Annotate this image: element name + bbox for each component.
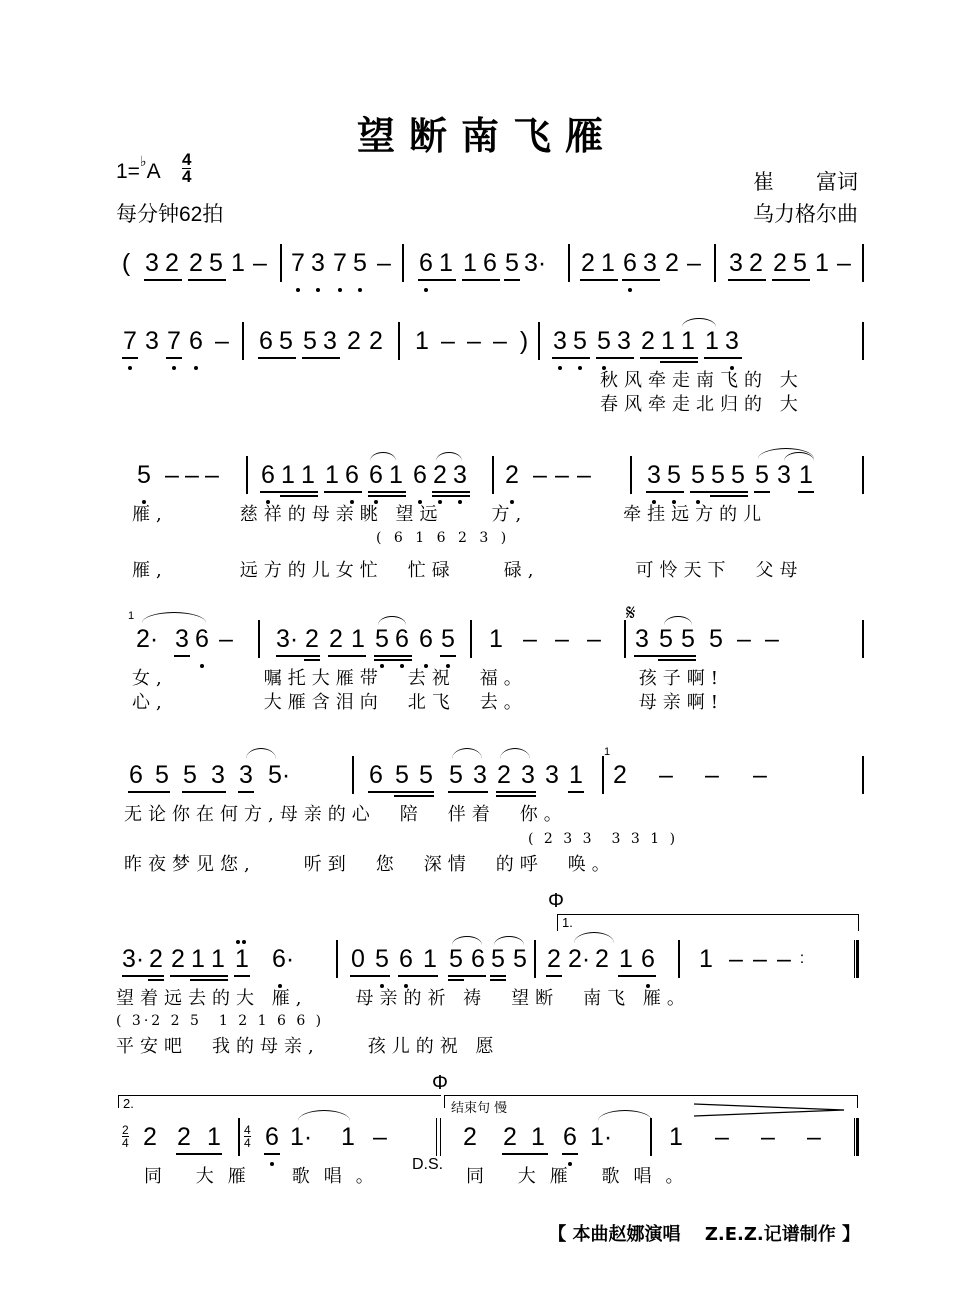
variant-notes-row-3: ( 6 1 6 2 3 ) bbox=[376, 530, 511, 546]
lyrics-row-7-part-1: 同 大雁 歌唱。 bbox=[144, 1166, 388, 1187]
lyrics-row-6-verse-1: 望着远去的大 雁, 母亲的祈 祷 望断 南飞 雁。 bbox=[116, 988, 691, 1009]
ds-marking: D.S. bbox=[412, 1156, 444, 1173]
lyrics-row-2-verse-1: 秋风牵走南飞的 大 bbox=[600, 370, 804, 391]
variant-notes-row-5: ( 2 3 3 3 3 1 ) bbox=[528, 831, 679, 847]
coda-bracket: 结束句 慢 bbox=[444, 1095, 858, 1108]
coda-sign-2: Φ bbox=[432, 1072, 448, 1094]
volta-bracket-2: 2. bbox=[118, 1095, 441, 1108]
tempo: 每分钟62拍 bbox=[116, 203, 224, 226]
lyricist: 崔 富词 bbox=[753, 171, 858, 194]
lyrics-row-4-verse-1: 女, 嘱托大雁带 去祝 福。 孩子啊! bbox=[132, 668, 724, 689]
page-title: 望断南飞雁 bbox=[356, 113, 617, 158]
volta-bracket-1: 1. bbox=[557, 914, 859, 931]
coda-sign: Φ bbox=[548, 890, 564, 912]
lyrics-row-3-verse-1: 雁, 慈祥的母亲眺 望远 方, 牵挂远方的儿 bbox=[132, 504, 768, 525]
score-row-3: 5 – – – 6 1 1 1 6 6 1 6 2 3 2 – – – 3 5 5 5 5 5 3 1 bbox=[118, 460, 864, 500]
key-signature: 1=♭A bbox=[116, 153, 161, 183]
lyrics-row-5-verse-2: 昨夜梦见您, 听到 您 深情 的呼 唤。 bbox=[124, 854, 616, 875]
score-row-6: 3· 2 2 1 1 1 6· 0 5 6 1 5 6 5 5 2 2· 2 1 6 1 – – – : bbox=[118, 944, 864, 984]
score-row-7: 2 4 2 2 1 4 4 6 1· 1 – 2 2 1 6 1· 1 – – – bbox=[118, 1122, 864, 1162]
footer-credit: 【 本曲赵娜演唱 Z.E.Z.记谱制作 】 bbox=[548, 1224, 860, 1245]
score-row-2: 7 3 7 6 – 6 5 5 3 2 2 1 – – – ) 3 5 5 3 2 1 1 1 3 bbox=[118, 326, 864, 366]
lyrics-row-7-part-2: 同 大雁 歌唱。 bbox=[466, 1166, 698, 1187]
lyrics-row-6-verse-2: 平安吧 我的母亲, 孩儿的祝 愿 bbox=[116, 1036, 500, 1057]
lyrics-row-3-verse-2: 雁, 远方的儿女忙 忙碌 碌, 可怜天下 父母 bbox=[132, 560, 804, 581]
lyrics-row-4-verse-2: 心, 大雁含泪向 北飞 去。 母亲啊! bbox=[132, 692, 724, 713]
score-row-1: ( 3 2 2 5 1 – 7 3 7 5 – 6 1 1 6 5 3· 2 1 6 3 2 – 3 2 2 5 1 – bbox=[118, 248, 864, 288]
score-row-4: 1 2· 3 6 – 3· 2 2 1 5 6 6 5 1 – – – 𝄋 3 5 5 5 – – bbox=[118, 624, 864, 664]
segno-sign: 𝄋 bbox=[626, 600, 636, 625]
lyrics-row-5-verse-1: 无论你在何方,母亲的心 陪 伴着 你。 bbox=[124, 804, 568, 825]
score-row-5: 6 5 5 3 3 5· 6 5 5 5 3 2 3 3 1 1 2 – – – bbox=[118, 760, 864, 800]
time-signature: 4 4 bbox=[182, 150, 192, 186]
lyrics-row-2-verse-2: 春风牵走北归的 大 bbox=[600, 394, 804, 415]
decrescendo-hairpin bbox=[694, 1102, 844, 1118]
variant-notes-row-6: ( 3·2 2 5 1 2 1 6 6 ) bbox=[116, 1013, 325, 1029]
composer: 乌力格尔曲 bbox=[753, 203, 858, 226]
